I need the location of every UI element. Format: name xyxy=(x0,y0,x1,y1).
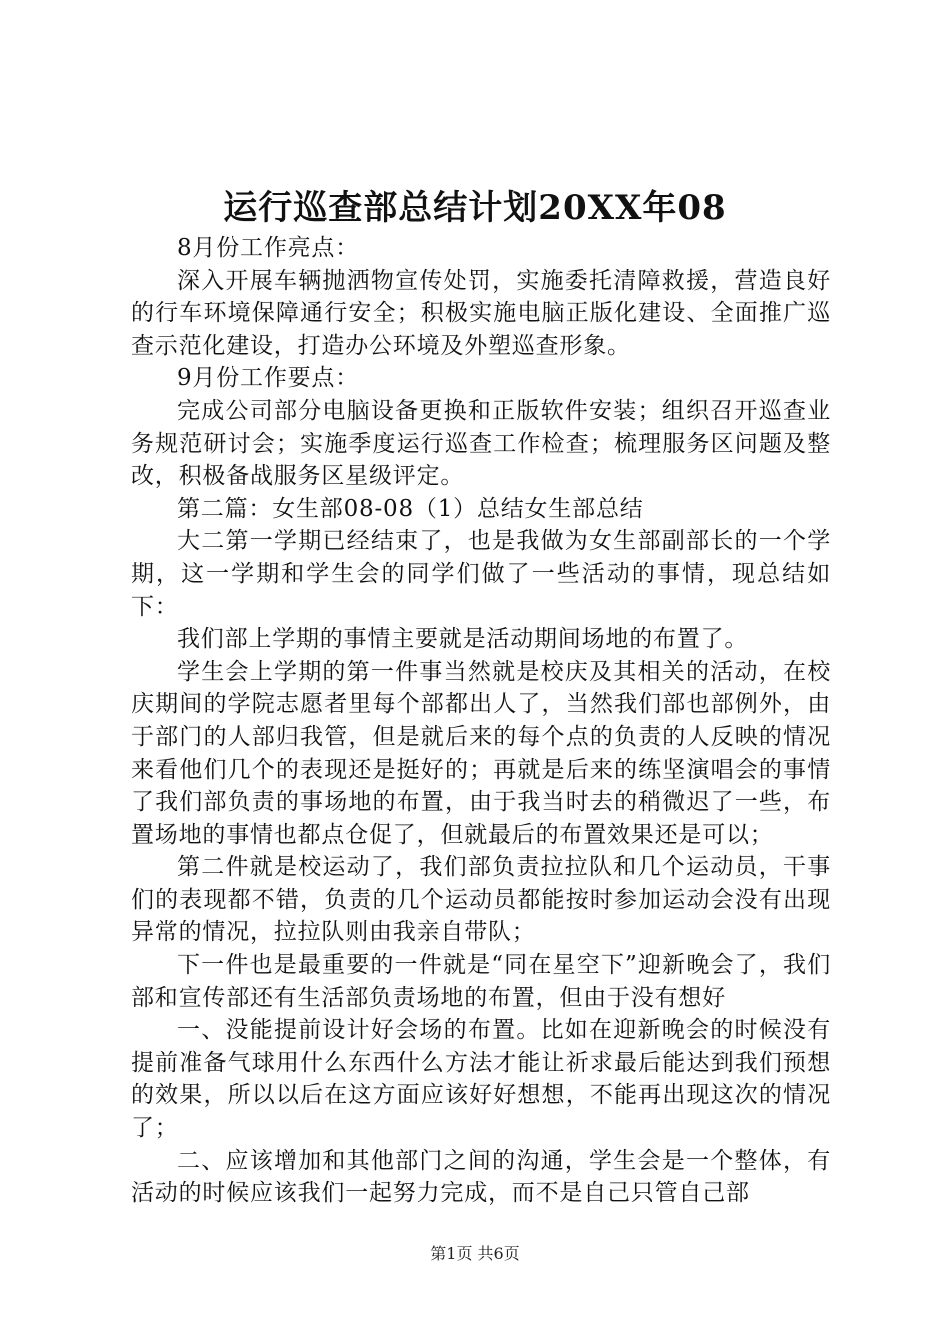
paragraph-sep-content: 完成公司部分电脑设备更换和正版软件安装；组织召开巡查业务规范研讨会；实施季度运行巡查工作检查；梳理服务区问题及整改，积极备战服务区星级评定。 xyxy=(131,397,831,490)
paragraph-third-event: 下一件也是最重要的一件就是“同在星空下”迎新晚会了，我们部和宣传部还有生活部负责场地的布置，但由于没有想好 xyxy=(131,952,831,1011)
paragraph-sep-heading: 9月份工作要点： xyxy=(177,365,360,392)
page-number-footer: 第1页 共6页 xyxy=(430,1244,520,1263)
document-title: 运行巡查部总结计划20XX年08 xyxy=(223,188,727,228)
paragraph-aug-content: 深入开展车辆抛洒物宣传处罚，实施委托清障救援，营造良好的行车环境保障通行安全；积极实施电脑正版化建设、全面推广巡查示范化建设，打造办公环境及外塑巡查形象。 xyxy=(131,267,831,359)
paragraph-section-two-heading: 第二篇：女生部08-08（1）总结女生部总结 xyxy=(177,495,644,522)
paragraph-second-event: 第二件就是校运动了，我们部负责拉拉队和几个运动员，干事们的表现都不错，负责的几个运动员都能按时参加运动会没有出现异常的情况，拉拉队则由我亲自带队； xyxy=(131,854,831,946)
document-body xyxy=(131,232,831,1210)
paragraph-main-task: 我们部上学期的事情主要就是活动期间场地的布置了。 xyxy=(177,626,749,653)
paragraph-point-one: 一、没能提前设计好会场的布置。比如在迎新晚会的时候没有提前准备气球用什么东西什么方法才能让祈求最后能达到我们预想的效果，所以以后在这方面应该好好想想，不能再出现这次的情况了； xyxy=(131,1017,831,1142)
paragraph-aug-heading: 8月份工作亮点： xyxy=(177,235,360,261)
paragraph-intro: 大二第一学期已经结束了，也是我做为女生部副部长的一个学期，这一学期和学生会的同学们做了一些活动的事情，现总结如下： xyxy=(131,528,831,620)
paragraph-point-two: 二、应该增加和其他部门之间的沟通，学生会是一个整体，有活动的时候应该我们一起努力完成，而不是自己只管自己部 xyxy=(131,1147,831,1207)
paragraph-first-event: 学生会上学期的第一件事当然就是校庆及其相关的活动，在校庆期间的学院志愿者里每个部都出人了，当然我们部也部例外，由于部门的人部归我管，但是就后来的每个点的负责的人反映的情况来看他们几个的表现还是挺好的；再就是后来的练坚演唱会的事情了我们部负责的事场地的布置，由于我当时去的稍微迟了一些，布置场地的事情也都点仓促了，但就最后的布置效果还是可以； xyxy=(131,658,831,848)
